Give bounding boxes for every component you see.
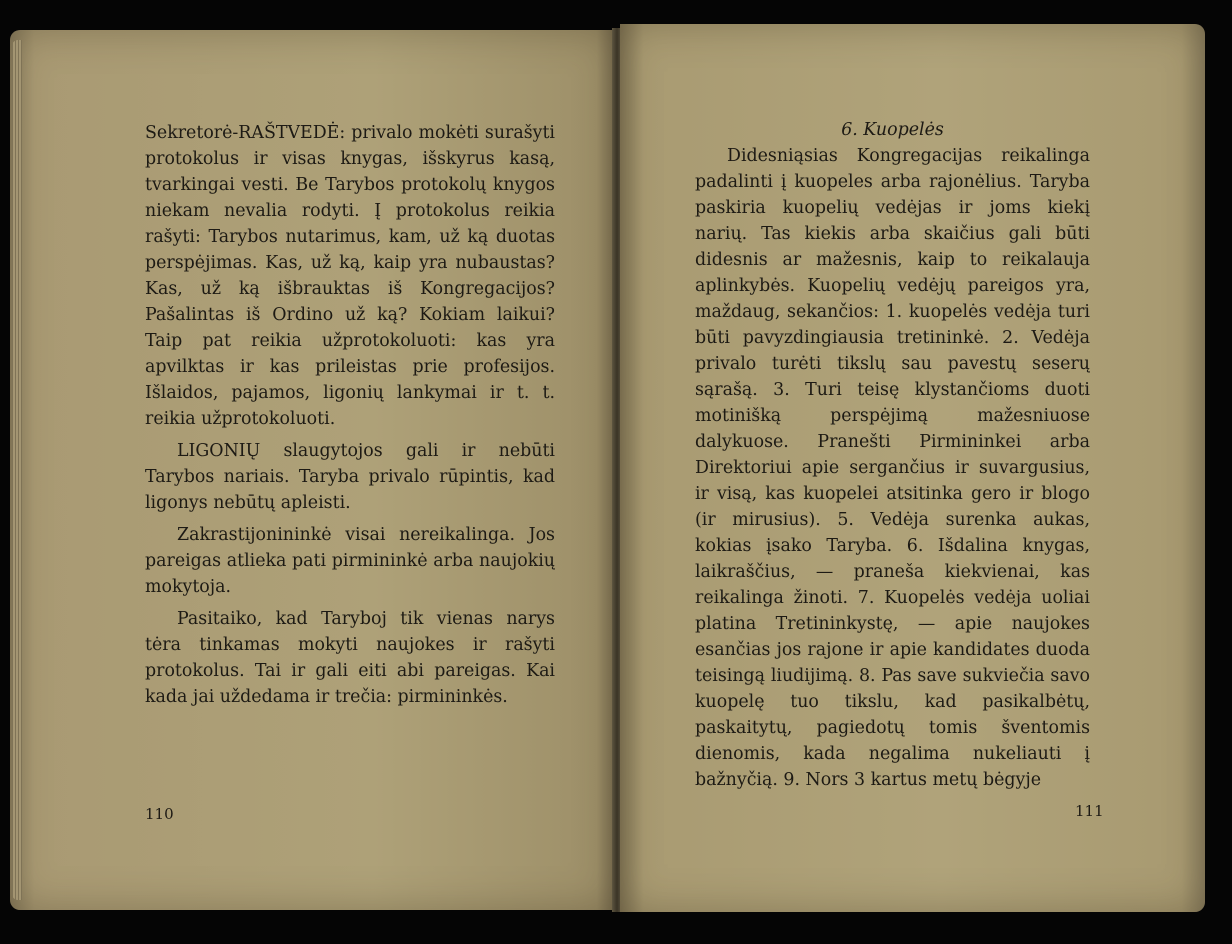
left-page xyxy=(10,30,615,910)
paragraph-combined-duties: Pasitaiko, kad Taryboj tik vienas narys tėra tinkamas mokyti naujokes ir rašyti protokolus. Tai ir gali eiti abi pareigas. Kai kada jai uždedama ir trečia: pirmininkės. xyxy=(145,609,555,707)
left-page-text xyxy=(145,120,555,710)
paragraph-nurses: LIGONIŲ slaugytojos gali ir nebūti Tarybos nariais. Taryba privalo rūpintis, kad ligonys nebūtų apleisti. xyxy=(145,441,555,513)
section-heading: 6. Kuopelės xyxy=(841,120,944,140)
right-page xyxy=(620,24,1205,912)
right-page-text xyxy=(695,117,1090,793)
page-number-left: 110 xyxy=(145,805,174,823)
paragraph-secretary: Sekretorė-RAŠTVEDĖ: privalo mokėti surašyti protokolus ir visas knygas, išskyrus kasą, tvarkingai vesti. Be Tarybos protokolų knygos niekam nevalia rodyti. Į protokolus reikia rašyti: Tarybos nutarimus, kam, už ką duotas perspėjimas. Kas, už ką, kaip yra nubaustas? Kas, už ką išbrauktas iš Kongregacijos? Pašalintas iš Ordino už ką? Kokiam laikui? Taip pat reikia užprotokoluoti: kas yra apvilktas ir kas prileistas prie profesijos. Išlaidos, pajamos, ligonių lankymai ir t. t. reikia užprotokoluoti. xyxy=(145,123,555,429)
paragraph-sacristan: Zakrastijonininkė visai nereikalinga. Jos pareigas atlieka pati pirmininkė arba naujokių mokytoja. xyxy=(145,525,555,597)
page-number-right: 111 xyxy=(1075,802,1104,820)
paragraph-groups: Didesniąsias Kongregacijas reikalinga padalinti į kuopeles arba rajonėlius. Taryba paskiria kuopelių vedėjas ir joms kiekį narių. Tas kiekis arba skaičius gali būti didesnis ar mažesnis, kaip to reikalauja aplinkybės. Kuopelių vedėjų pareigos yra, maždaug, sekančios: 1. kuopelės vedėja turi būti pavyzdingiausia tretininkė. 2. Vedėja privalo turėti tikslų sau pavestų seserų sąrašą. 3. Turi teisę klystančioms duoti motinišką perspėjimą mažesniuose dalykuose. Pranešti Pirmininkei arba Direktoriui apie sergančius ir suvargusius, ir visą, kas kuopelei atsitinka gero ir blogo (ir mirusius). 5. Vedėja surenka aukas, kokias įsako Taryba. 6. Išdalina knygas, laikraščius, — praneša kiekvienai, kas reikalinga žinoti. 7. Kuopelės vedėja uoliai platina Tretininkystę, — apie naujokes esančias jos rajone ir apie kandidates duoda teisingą liudijimą. 8. Pas save sukviečia savo kuopelę tuo tikslu, kad pasikalbėtų, paskaitytų, pagiedotų tomis šventomis dienomis, kada negalima nukeliauti į bažnyčią. 9. Nors 3 kartus metų bėgyje xyxy=(695,146,1090,790)
page-edges xyxy=(12,40,22,900)
